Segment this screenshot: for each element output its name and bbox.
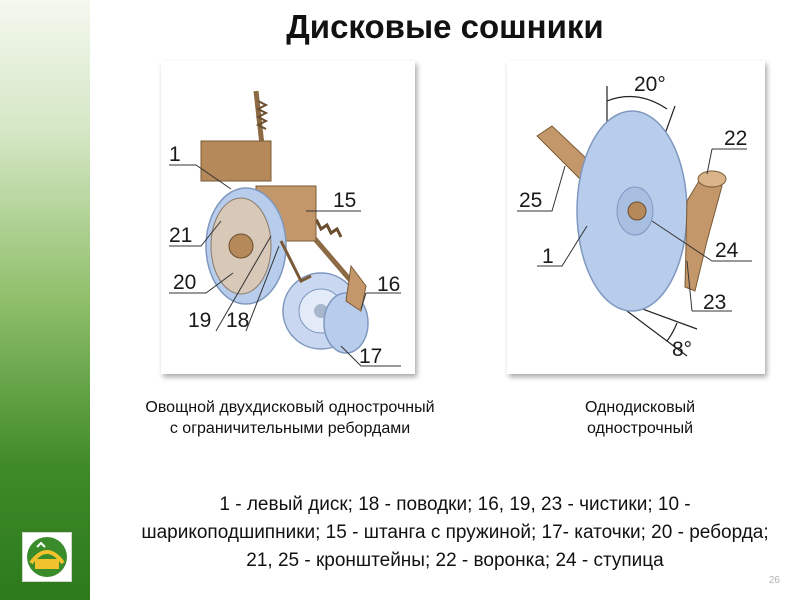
label-19: 19	[188, 309, 212, 332]
label-15: 15	[333, 189, 357, 212]
slide-title: Дисковые сошники	[286, 8, 604, 45]
label-18: 18	[226, 309, 250, 332]
right-caption-text: Однодисковый однострочный	[584, 399, 696, 437]
right-caption	[550, 397, 730, 439]
university-logo-icon	[22, 532, 72, 582]
parts-legend: 1 - левый диск; 18 - поводки; 16, 19, 23 - чистики; 10 - шарикоподшипники; 15 - штанга с пружиной; 17- каточки; 20 - реборда; 21, 25 - кронштейны; 22 - воронка; 24 - ступица	[141, 494, 769, 571]
page-number: 26	[768, 575, 780, 586]
label-1-right: 1	[542, 245, 554, 268]
angle-20-label: 20°	[634, 73, 666, 96]
main-disk-icon	[206, 188, 286, 304]
label-20: 20	[173, 271, 197, 294]
single-disk-icon	[577, 111, 687, 311]
label-23: 23	[703, 291, 727, 314]
label-16: 16	[377, 273, 401, 296]
label-1: 1	[169, 143, 181, 166]
left-caption	[140, 397, 440, 439]
label-21: 21	[169, 224, 193, 247]
right-coulter-image	[507, 61, 765, 374]
left-caption-text: Овощной двухдисковый однострочный с ограничительными ребордами	[145, 399, 435, 437]
label-25: 25	[519, 189, 543, 212]
label-17: 17	[359, 345, 383, 368]
angle-8-label: 8°	[672, 338, 693, 361]
left-coulter-image	[161, 61, 415, 374]
label-24: 24	[715, 239, 739, 262]
label-22: 22	[724, 127, 748, 150]
sidebar-gradient	[0, 0, 90, 600]
